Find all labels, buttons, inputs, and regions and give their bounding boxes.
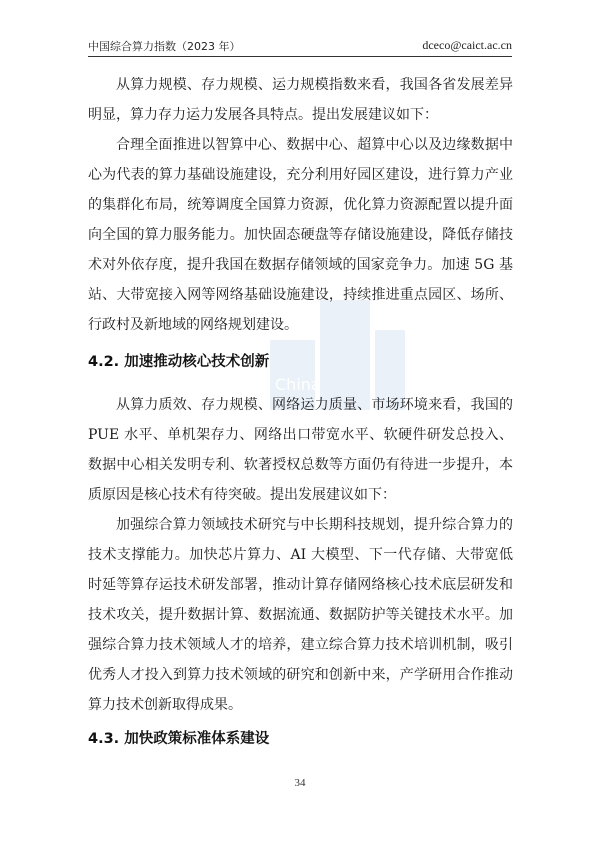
watermark-text: China <box>275 375 321 394</box>
heading-4-2: 4.2. 加速推动核心技术创新 <box>88 354 270 370</box>
page-number: 34 <box>294 777 306 789</box>
paragraph: 合理全面推进以智算中心、数据中心、超算中心以及边缘数据中心为代表的算力基础设施建设，充分利用好园区建设，进行算力产业的集群化布局，统筹调度全国算力资源，优化算力资源配置以提升面向全国的算力服务能力。加快固态硬盘等存储设施建设，降低存储技术对外依存度，提升我国在数据存储领域的国家竞争力。加速 5G 基站、大带宽接入网等网络基础设施建设，持续推进重点园区、场所、行政村及新地域的网络规划建设。 <box>88 137 513 333</box>
section-4-1-intro <box>88 70 513 130</box>
page-header <box>88 30 512 57</box>
paragraph: 从算力规模、存力规模、运力规模指数来看，我国各省发展差异明显，算力存力运力发展各具特点。提出发展建议如下： <box>88 77 513 123</box>
section-4-1-body <box>88 130 513 340</box>
paragraph: 从算力质效、存力规模、网络运力质量、市场环境来看，我国的 PUE 水平、单机架存力、网络出口带宽水平、软硬件研发总投入、数据中心相关发明专利、软著授权总数等方面仍有待进一步提升，本质原因是核心技术有待突破。提出发展建议如下： <box>88 397 513 503</box>
heading-4-3: 4.3. 加快政策标准体系建设 <box>88 731 270 747</box>
section-4-2-intro <box>88 390 513 510</box>
header-title: 中国综合算力指数（2023 年） <box>88 40 241 53</box>
header-email: dceco@caict.ac.cn <box>422 38 512 52</box>
section-4-2-body <box>88 510 513 720</box>
paragraph: 加强综合算力领域技术研究与中长期科技规划，提升综合算力的技术支撑能力。加快芯片算力、AI 大模型、下一代存储、大带宽低时延等算存运技术研发部署，推动计算存储网络核心技术底层研发和技术攻关，提升数据计算、数据流通、数据防护等关键技术水平。加强综合算力技术领域人才的培养，建立综合算力技术培训机制，吸引优秀人才投入到算力技术领域的研究和创新中来，产学研用合作推动算力技术创新取得成果。 <box>88 517 513 713</box>
